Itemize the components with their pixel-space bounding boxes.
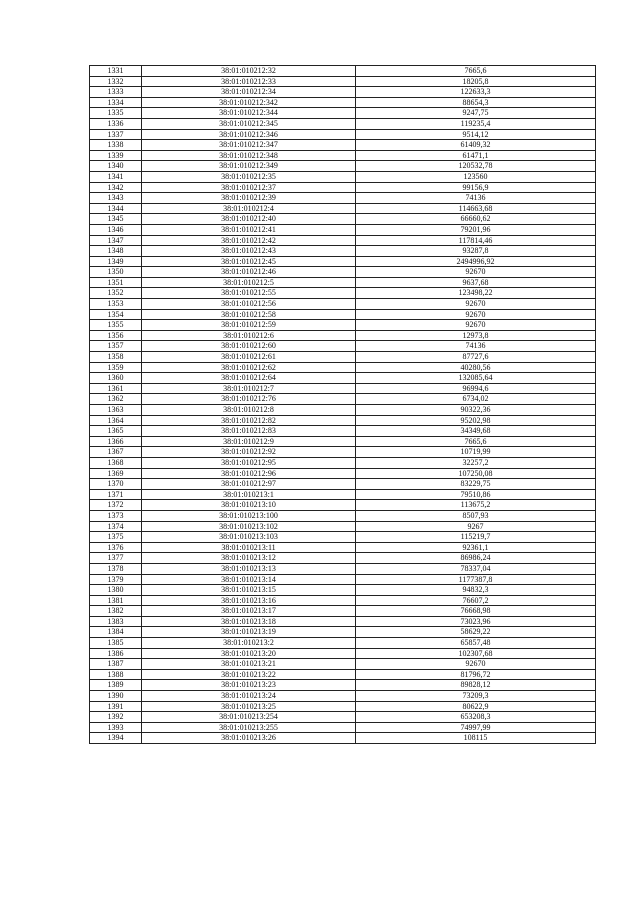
row-number-cell: 1388: [90, 669, 142, 680]
cadastral-number-cell: 38:01:010213:12: [142, 553, 356, 564]
row-number-cell: 1355: [90, 320, 142, 331]
table-row: [90, 373, 596, 384]
table-row: [90, 585, 596, 596]
value-cell: 92670: [356, 267, 596, 278]
value-cell: 119235,4: [356, 118, 596, 129]
cadastral-number-cell: 38:01:010212:42: [142, 235, 356, 246]
cadastral-number-cell: 38:01:010212:344: [142, 108, 356, 119]
value-cell: 32257,2: [356, 457, 596, 468]
cadastral-number-cell: 38:01:010213:10: [142, 500, 356, 511]
value-cell: 74997,99: [356, 722, 596, 733]
row-number-cell: 1345: [90, 214, 142, 225]
row-number-cell: 1349: [90, 256, 142, 267]
value-cell: 92670: [356, 309, 596, 320]
table-row: [90, 691, 596, 702]
row-number-cell: 1341: [90, 171, 142, 182]
table-row: [90, 638, 596, 649]
row-number-cell: 1367: [90, 447, 142, 458]
table-row: [90, 299, 596, 310]
value-cell: 92361,1: [356, 542, 596, 553]
row-number-cell: 1361: [90, 383, 142, 394]
cadastral-number-cell: 38:01:010212:96: [142, 468, 356, 479]
cadastral-number-cell: 38:01:010212:40: [142, 214, 356, 225]
table-row: [90, 288, 596, 299]
value-cell: 107250,08: [356, 468, 596, 479]
table-row: [90, 330, 596, 341]
row-number-cell: 1346: [90, 224, 142, 235]
table-row: [90, 436, 596, 447]
value-cell: 76668,98: [356, 606, 596, 617]
table-row: [90, 733, 596, 744]
value-cell: 123498,22: [356, 288, 596, 299]
row-number-cell: 1391: [90, 701, 142, 712]
cadastral-number-cell: 38:01:010213:11: [142, 542, 356, 553]
value-cell: 115219,7: [356, 532, 596, 543]
value-cell: 653208,3: [356, 712, 596, 723]
value-cell: 74136: [356, 341, 596, 352]
cadastral-number-cell: 38:01:010212:60: [142, 341, 356, 352]
cadastral-number-cell: 38:01:010212:39: [142, 193, 356, 204]
cadastral-number-cell: 38:01:010212:76: [142, 394, 356, 405]
row-number-cell: 1389: [90, 680, 142, 691]
row-number-cell: 1352: [90, 288, 142, 299]
row-number-cell: 1381: [90, 595, 142, 606]
cadastral-number-cell: 38:01:010212:5: [142, 277, 356, 288]
cadastral-number-cell: 38:01:010212:43: [142, 246, 356, 257]
table-row: [90, 468, 596, 479]
row-number-cell: 1374: [90, 521, 142, 532]
cadastral-number-cell: 38:01:010213:19: [142, 627, 356, 638]
cadastral-number-cell: 38:01:010213:18: [142, 616, 356, 627]
value-cell: 12973,8: [356, 330, 596, 341]
cadastral-number-cell: 38:01:010212:8: [142, 405, 356, 416]
row-number-cell: 1354: [90, 309, 142, 320]
table-row: [90, 352, 596, 363]
row-number-cell: 1333: [90, 87, 142, 98]
table-row: [90, 108, 596, 119]
table-row: [90, 97, 596, 108]
table-row: [90, 722, 596, 733]
cadastral-number-cell: 38:01:010212:37: [142, 182, 356, 193]
cadastral-number-cell: 38:01:010213:254: [142, 712, 356, 723]
cadastral-number-cell: 38:01:010212:58: [142, 309, 356, 320]
row-number-cell: 1343: [90, 193, 142, 204]
value-cell: 76607,2: [356, 595, 596, 606]
table-body: [90, 66, 596, 744]
row-number-cell: 1350: [90, 267, 142, 278]
value-cell: 61409,32: [356, 140, 596, 151]
row-number-cell: 1339: [90, 150, 142, 161]
table-row: [90, 500, 596, 511]
table-row: [90, 171, 596, 182]
value-cell: 9247,75: [356, 108, 596, 119]
row-number-cell: 1375: [90, 532, 142, 543]
table-row: [90, 214, 596, 225]
cadastral-number-cell: 38:01:010212:342: [142, 97, 356, 108]
value-cell: 89828,12: [356, 680, 596, 691]
value-cell: 120532,78: [356, 161, 596, 172]
value-cell: 1177387,8: [356, 574, 596, 585]
table-row: [90, 383, 596, 394]
row-number-cell: 1359: [90, 362, 142, 373]
value-cell: 79510,86: [356, 489, 596, 500]
row-number-cell: 1392: [90, 712, 142, 723]
row-number-cell: 1360: [90, 373, 142, 384]
table-row: [90, 182, 596, 193]
value-cell: 9514,12: [356, 129, 596, 140]
row-number-cell: 1377: [90, 553, 142, 564]
cadastral-number-cell: 38:01:010212:82: [142, 415, 356, 426]
table-row: [90, 320, 596, 331]
row-number-cell: 1376: [90, 542, 142, 553]
row-number-cell: 1338: [90, 140, 142, 151]
cadastral-number-cell: 38:01:010213:26: [142, 733, 356, 744]
row-number-cell: 1334: [90, 97, 142, 108]
value-cell: 123560: [356, 171, 596, 182]
row-number-cell: 1351: [90, 277, 142, 288]
value-cell: 99156,9: [356, 182, 596, 193]
table-row: [90, 648, 596, 659]
row-number-cell: 1331: [90, 66, 142, 77]
row-number-cell: 1332: [90, 76, 142, 87]
cadastral-number-cell: 38:01:010212:97: [142, 479, 356, 490]
value-cell: 9267: [356, 521, 596, 532]
row-number-cell: 1364: [90, 415, 142, 426]
row-number-cell: 1368: [90, 457, 142, 468]
cadastral-number-cell: 38:01:010213:24: [142, 691, 356, 702]
cadastral-number-cell: 38:01:010212:56: [142, 299, 356, 310]
cadastral-number-cell: 38:01:010212:41: [142, 224, 356, 235]
value-cell: 86986,24: [356, 553, 596, 564]
value-cell: 94832,3: [356, 585, 596, 596]
table-row: [90, 712, 596, 723]
table-row: [90, 267, 596, 278]
value-cell: 114663,68: [356, 203, 596, 214]
table-row: [90, 616, 596, 627]
table-row: [90, 606, 596, 617]
table-row: [90, 362, 596, 373]
cadastral-number-cell: 38:01:010212:35: [142, 171, 356, 182]
cadastral-number-cell: 38:01:010212:346: [142, 129, 356, 140]
table-row: [90, 680, 596, 691]
cadastral-number-cell: 38:01:010212:45: [142, 256, 356, 267]
table-row: [90, 553, 596, 564]
cadastral-number-cell: 38:01:010212:345: [142, 118, 356, 129]
table-row: [90, 510, 596, 521]
cadastral-number-cell: 38:01:010212:92: [142, 447, 356, 458]
row-number-cell: 1356: [90, 330, 142, 341]
value-cell: 74136: [356, 193, 596, 204]
table-row: [90, 627, 596, 638]
table-row: [90, 563, 596, 574]
row-number-cell: 1362: [90, 394, 142, 405]
value-cell: 10719,99: [356, 447, 596, 458]
cadastral-number-cell: 38:01:010212:347: [142, 140, 356, 151]
row-number-cell: 1385: [90, 638, 142, 649]
value-cell: 92670: [356, 659, 596, 670]
row-number-cell: 1357: [90, 341, 142, 352]
cadastral-number-cell: 38:01:010212:9: [142, 436, 356, 447]
table-row: [90, 669, 596, 680]
table-row: [90, 659, 596, 670]
table-row: [90, 66, 596, 77]
table-row: [90, 532, 596, 543]
value-cell: 79201,96: [356, 224, 596, 235]
table-row: [90, 150, 596, 161]
value-cell: 122633,3: [356, 87, 596, 98]
value-cell: 7665,6: [356, 66, 596, 77]
cadastral-number-cell: 38:01:010213:16: [142, 595, 356, 606]
row-number-cell: 1393: [90, 722, 142, 733]
table-row: [90, 542, 596, 553]
row-number-cell: 1342: [90, 182, 142, 193]
cadastral-number-cell: 38:01:010213:14: [142, 574, 356, 585]
row-number-cell: 1348: [90, 246, 142, 257]
table-row: [90, 521, 596, 532]
table-row: [90, 246, 596, 257]
cadastral-number-cell: 38:01:010213:22: [142, 669, 356, 680]
row-number-cell: 1383: [90, 616, 142, 627]
cadastral-number-cell: 38:01:010212:59: [142, 320, 356, 331]
cadastral-number-cell: 38:01:010212:6: [142, 330, 356, 341]
value-cell: 73209,3: [356, 691, 596, 702]
row-number-cell: 1380: [90, 585, 142, 596]
row-number-cell: 1372: [90, 500, 142, 511]
value-cell: 83229,75: [356, 479, 596, 490]
cadastral-number-cell: 38:01:010213:13: [142, 563, 356, 574]
table-row: [90, 309, 596, 320]
table-row: [90, 203, 596, 214]
value-cell: 95202,98: [356, 415, 596, 426]
row-number-cell: 1386: [90, 648, 142, 659]
table-row: [90, 76, 596, 87]
cadastral-number-cell: 38:01:010213:102: [142, 521, 356, 532]
value-cell: 132085,64: [356, 373, 596, 384]
table-row: [90, 193, 596, 204]
table-row: [90, 415, 596, 426]
cadastral-number-cell: 38:01:010212:7: [142, 383, 356, 394]
cadastral-number-cell: 38:01:010213:15: [142, 585, 356, 596]
table-row: [90, 479, 596, 490]
value-cell: 108115: [356, 733, 596, 744]
table-row: [90, 574, 596, 585]
row-number-cell: 1384: [90, 627, 142, 638]
value-cell: 117814,46: [356, 235, 596, 246]
cadastral-number-cell: 38:01:010212:46: [142, 267, 356, 278]
cadastral-number-cell: 38:01:010213:255: [142, 722, 356, 733]
row-number-cell: 1340: [90, 161, 142, 172]
row-number-cell: 1371: [90, 489, 142, 500]
row-number-cell: 1337: [90, 129, 142, 140]
table-row: [90, 426, 596, 437]
value-cell: 7665,6: [356, 436, 596, 447]
cadastral-number-cell: 38:01:010212:61: [142, 352, 356, 363]
value-cell: 102307,68: [356, 648, 596, 659]
value-cell: 58629,22: [356, 627, 596, 638]
cadastral-number-cell: 38:01:010212:34: [142, 87, 356, 98]
row-number-cell: 1370: [90, 479, 142, 490]
row-number-cell: 1382: [90, 606, 142, 617]
table-row: [90, 489, 596, 500]
cadastral-number-cell: 38:01:010212:4: [142, 203, 356, 214]
row-number-cell: 1378: [90, 563, 142, 574]
value-cell: 18205,8: [356, 76, 596, 87]
value-cell: 73023,96: [356, 616, 596, 627]
row-number-cell: 1358: [90, 352, 142, 363]
value-cell: 8507,93: [356, 510, 596, 521]
table-row: [90, 447, 596, 458]
table-row: [90, 87, 596, 98]
value-cell: 40280,56: [356, 362, 596, 373]
cadastral-number-cell: 38:01:010213:2: [142, 638, 356, 649]
row-number-cell: 1390: [90, 691, 142, 702]
table-row: [90, 457, 596, 468]
cadastral-number-cell: 38:01:010213:100: [142, 510, 356, 521]
row-number-cell: 1369: [90, 468, 142, 479]
cadastral-number-cell: 38:01:010212:348: [142, 150, 356, 161]
value-cell: 34349,68: [356, 426, 596, 437]
cadastral-number-cell: 38:01:010213:1: [142, 489, 356, 500]
value-cell: 93287,8: [356, 246, 596, 257]
cadastral-number-cell: 38:01:010213:21: [142, 659, 356, 670]
value-cell: 78337,04: [356, 563, 596, 574]
row-number-cell: 1335: [90, 108, 142, 119]
table-row: [90, 277, 596, 288]
table-row: [90, 129, 596, 140]
row-number-cell: 1336: [90, 118, 142, 129]
cadastral-number-cell: 38:01:010212:62: [142, 362, 356, 373]
row-number-cell: 1366: [90, 436, 142, 447]
value-cell: 2494996,92: [356, 256, 596, 267]
row-number-cell: 1353: [90, 299, 142, 310]
table-row: [90, 140, 596, 151]
table-row: [90, 161, 596, 172]
row-number-cell: 1373: [90, 510, 142, 521]
table-row: [90, 118, 596, 129]
table-row: [90, 701, 596, 712]
value-cell: 65857,48: [356, 638, 596, 649]
table-row: [90, 394, 596, 405]
value-cell: 88654,3: [356, 97, 596, 108]
row-number-cell: 1387: [90, 659, 142, 670]
cadastral-number-cell: 38:01:010213:23: [142, 680, 356, 691]
value-cell: 66660,62: [356, 214, 596, 225]
table-row: [90, 341, 596, 352]
cadastral-number-cell: 38:01:010212:33: [142, 76, 356, 87]
table-row: [90, 235, 596, 246]
data-table: [89, 65, 596, 744]
row-number-cell: 1347: [90, 235, 142, 246]
cadastral-number-cell: 38:01:010212:64: [142, 373, 356, 384]
value-cell: 81796,72: [356, 669, 596, 680]
row-number-cell: 1363: [90, 405, 142, 416]
value-cell: 90322,36: [356, 405, 596, 416]
value-cell: 92670: [356, 320, 596, 331]
cadastral-number-cell: 38:01:010212:55: [142, 288, 356, 299]
row-number-cell: 1365: [90, 426, 142, 437]
row-number-cell: 1344: [90, 203, 142, 214]
table-row: [90, 595, 596, 606]
cadastral-number-cell: 38:01:010213:103: [142, 532, 356, 543]
value-cell: 61471,1: [356, 150, 596, 161]
cadastral-number-cell: 38:01:010212:32: [142, 66, 356, 77]
value-cell: 113675,2: [356, 500, 596, 511]
table-row: [90, 256, 596, 267]
table-row: [90, 405, 596, 416]
value-cell: 96994,6: [356, 383, 596, 394]
value-cell: 87727,6: [356, 352, 596, 363]
cadastral-number-cell: 38:01:010212:95: [142, 457, 356, 468]
cadastral-number-cell: 38:01:010213:20: [142, 648, 356, 659]
value-cell: 6734,02: [356, 394, 596, 405]
row-number-cell: 1394: [90, 733, 142, 744]
value-cell: 9637,68: [356, 277, 596, 288]
table-row: [90, 224, 596, 235]
cadastral-number-cell: 38:01:010212:349: [142, 161, 356, 172]
row-number-cell: 1379: [90, 574, 142, 585]
cadastral-number-cell: 38:01:010213:17: [142, 606, 356, 617]
cadastral-number-cell: 38:01:010213:25: [142, 701, 356, 712]
cadastral-number-cell: 38:01:010212:83: [142, 426, 356, 437]
value-cell: 80622,9: [356, 701, 596, 712]
value-cell: 92670: [356, 299, 596, 310]
